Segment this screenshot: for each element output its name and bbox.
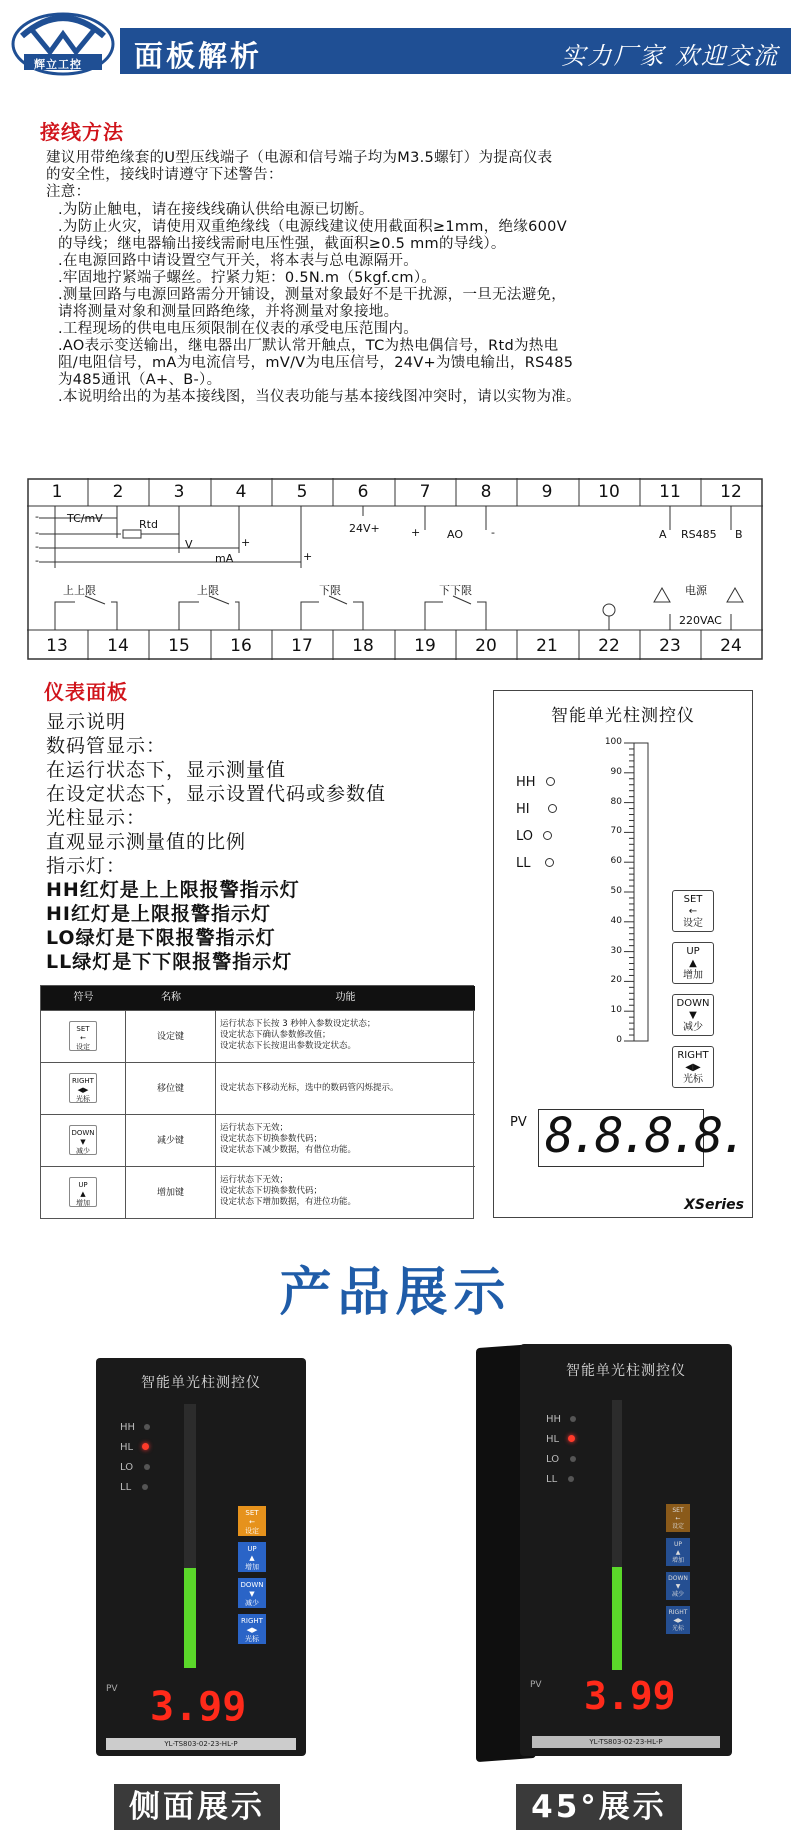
header-slogan: 实力厂家 欢迎交流 <box>561 42 779 70</box>
terminal-11: 11 <box>659 482 681 502</box>
label-power: 电源 <box>685 584 707 597</box>
scale-label: 40 <box>610 915 622 926</box>
note-item: .为防止触电，请在接线线确认供给电源已切断。 <box>58 202 374 218</box>
panel-line: 指示灯： <box>46 855 127 877</box>
device-leds <box>120 1418 150 1498</box>
device-led-hh: HH <box>120 1418 150 1438</box>
device-angled-display: 3.99 <box>584 1674 676 1718</box>
label-rtd: Rtd <box>139 518 158 531</box>
pv-label: PV <box>510 1115 527 1130</box>
device-angled-set-key[interactable]: SET ← 设定 <box>666 1504 690 1532</box>
terminal-15: 15 <box>168 636 190 656</box>
label-ao-minus: - <box>491 526 495 539</box>
key-name: 设定键 <box>126 1011 216 1063</box>
device-bar <box>184 1404 196 1668</box>
device-angled-model: YL-TS803-02-23-HL-P <box>532 1736 720 1748</box>
scale-label: 60 <box>610 856 622 867</box>
device-angled-led-hh: HH <box>546 1410 576 1430</box>
device-angled-bar <box>612 1400 622 1670</box>
device-angled-led-ll: LL <box>546 1470 576 1490</box>
scale-label: 70 <box>610 826 622 837</box>
label-lo: 下限 <box>319 584 341 597</box>
panel-line: 显示说明 <box>46 711 127 733</box>
led-ll: LL <box>516 850 557 877</box>
device-angled-down-key[interactable]: DOWN ▼ 减少 <box>666 1572 690 1600</box>
logo-text: 辉立工控 <box>34 58 82 71</box>
face-up-key[interactable]: UP ▲ 增加 <box>672 942 714 984</box>
label-v: V <box>185 538 193 551</box>
caption-side-view: 侧面展示 <box>114 1784 280 1830</box>
device-down-key[interactable]: DOWN ▼ 减少 <box>238 1578 266 1608</box>
key-desc: 运行状态下长按 3 秒钟入参数设定状态； 设定状态下确认参数修改值； 设定状态下长按退出参数设定状态。 <box>220 1019 376 1051</box>
label-tcmv: TC/mV <box>67 512 103 525</box>
terminal-5: 5 <box>296 482 308 502</box>
face-title: 智能单光柱测控仪 <box>551 706 695 726</box>
terminal-4: 4 <box>235 482 247 502</box>
table-row <box>41 1166 475 1218</box>
instrument-face-diagram <box>493 690 753 1218</box>
face-right-key[interactable]: RIGHT ◀▶ 光标 <box>672 1046 714 1088</box>
label-ma: mA <box>215 552 234 565</box>
product-heading: 产品展示 <box>279 1263 512 1323</box>
note-item: 为485通讯（A+、B-）。 <box>58 372 222 388</box>
col-header-function: 功能 <box>216 986 475 1010</box>
device-led-lo: LO <box>120 1458 150 1478</box>
key-desc: 运行状态下无效； 设定状态下切换参数代码； 设定状态下减少数据，有借位功能。 <box>220 1123 357 1155</box>
terminal-18: 18 <box>352 636 374 656</box>
device-led-hl: HL <box>120 1438 150 1458</box>
terminal-9: 9 <box>541 482 553 502</box>
terminal-10: 10 <box>598 482 620 502</box>
scale-label: 90 <box>610 766 622 777</box>
col-header-name: 名称 <box>126 986 216 1010</box>
wiring-notes <box>58 202 581 406</box>
terminal-23: 23 <box>659 636 681 656</box>
note-item: 的导线；继电器输出接线需耐电压性强，截面积≥0.5 mm的导线）。 <box>58 236 506 252</box>
panel-line: LO绿灯是下限报警指示灯 <box>46 927 276 949</box>
table-row <box>41 1114 475 1166</box>
label-hi: 上限 <box>197 584 219 597</box>
note-item: 阻/电阻信号，mA为电流信号，mV/V为电压信号，24V+为馈电输出，RS485 <box>58 355 574 371</box>
device-angled-led-hl: HL <box>546 1430 576 1450</box>
panel-line: 直观显示测量值的比例 <box>46 831 247 853</box>
label-rs485: RS485 <box>681 528 717 541</box>
note-item: 请将测量对象和测量回路绝缘，并将测量对象接地。 <box>58 304 399 320</box>
intro-line: 建议用带绝缘套的U型压线端子（电源和信号端子均为M3.5螺钉）为提高仪表 <box>46 150 553 166</box>
panel-line: LL绿灯是下下限报警指示灯 <box>46 951 293 973</box>
scale-label: 50 <box>610 886 622 896</box>
up-key-icon: UP ▲ 增加 <box>69 1177 97 1207</box>
device-right-key[interactable]: RIGHT ◀▶ 光标 <box>238 1614 266 1644</box>
label-hh: 上上限 <box>63 584 96 597</box>
terminal-16: 16 <box>230 636 252 656</box>
device-angled-leds <box>546 1410 576 1490</box>
note-item: .在电源回路中请设置空气开关，将本表与总电源隔开。 <box>58 253 419 269</box>
wiring-heading: 接线方法 <box>40 120 124 144</box>
label-ll: 下下限 <box>439 584 472 597</box>
device-led-ll: LL <box>120 1478 150 1498</box>
terminal-diagram <box>27 478 763 660</box>
device-title: 智能单光柱测控仪 <box>141 1375 261 1391</box>
terminal-3: 3 <box>173 482 185 502</box>
scale-label: 100 <box>604 737 622 747</box>
key-desc: 设定状态下移动光标，选中的数码管闪烁提示。 <box>220 1083 399 1093</box>
terminal-19: 19 <box>414 636 436 656</box>
device-pv-label: PV <box>106 1684 118 1694</box>
label-minus-2: - <box>35 526 39 539</box>
device-angled-pv-label: PV <box>530 1680 542 1690</box>
panel-line: 光柱显示： <box>46 807 147 829</box>
terminal-24: 24 <box>720 636 742 656</box>
device-model: YL-TS803-02-23-HL-P <box>106 1738 296 1750</box>
note-item: .本说明给出的为基本接线图，当仪表功能与基本接线图冲突时，请以实物为准。 <box>58 389 581 405</box>
label-minus-4: - <box>35 554 39 567</box>
panel-line: 数码管显示： <box>46 735 167 757</box>
note-item: .工程现场的供电电压须限制在仪表的承受电压范围内。 <box>58 321 419 337</box>
terminal-14: 14 <box>107 636 129 656</box>
scale-labels <box>572 739 622 1049</box>
terminal-8: 8 <box>480 482 492 502</box>
scale-label: 80 <box>610 796 622 807</box>
label-220vac: 220VAC <box>679 614 722 627</box>
key-name: 移位键 <box>126 1063 216 1115</box>
device-up-key[interactable]: UP ▲ 增加 <box>238 1542 266 1572</box>
scale-label: 30 <box>610 945 622 956</box>
terminal-13: 13 <box>46 636 68 656</box>
device-angled-led-lo: LO <box>546 1450 576 1470</box>
device-set-key[interactable]: SET ← 设定 <box>238 1506 266 1536</box>
led-hh: HH <box>516 769 557 796</box>
label-b: B <box>735 528 743 541</box>
device-angled-photo <box>520 1344 732 1756</box>
label-ao: AO <box>447 528 463 541</box>
terminal-21: 21 <box>536 636 558 656</box>
label-minus-1: - <box>35 510 39 523</box>
header-title: 面板解析 <box>134 39 263 73</box>
face-leds <box>516 769 557 877</box>
key-function-table <box>40 985 474 1219</box>
label-a: A <box>659 528 667 541</box>
device-front-photo <box>96 1358 306 1756</box>
panel-line: 在运行状态下，显示测量值 <box>46 759 287 781</box>
face-set-key[interactable]: SET ← 设定 <box>672 890 714 932</box>
panel-heading: 仪表面板 <box>44 680 128 704</box>
intro-line: 的安全性，接线时请遵守下述警告： <box>46 167 283 183</box>
note-item: .牢固地拧紧端子螺丝。拧紧力矩：0.5N.m（5kgf.cm）。 <box>58 270 437 286</box>
led-hi: HI <box>516 796 557 823</box>
device-angled-right-key[interactable]: RIGHT ◀▶ 光标 <box>666 1606 690 1634</box>
terminal-2: 2 <box>112 482 124 502</box>
note-item: .为防止火灾，请使用双重绝缘线（电源线建议使用截面积≥1mm，绝缘600V <box>58 219 567 235</box>
terminal-22: 22 <box>598 636 620 656</box>
col-header-symbol: 符号 <box>41 986 126 1010</box>
terminal-1: 1 <box>51 482 63 502</box>
face-display-digits: 8.8.8.8. <box>545 1108 745 1164</box>
key-name: 增加键 <box>126 1167 216 1219</box>
panel-line: 在设定状态下，显示设置代码或参数值 <box>46 783 387 805</box>
label-minus-3: - <box>35 540 39 553</box>
scale-label: 10 <box>610 1005 622 1016</box>
panel-description <box>46 710 386 974</box>
key-name: 减少键 <box>126 1115 216 1167</box>
wiring-intro <box>46 150 552 201</box>
device-display: 3.99 <box>150 1684 247 1730</box>
label-24v: 24V+ <box>349 522 380 535</box>
panel-line: HH红灯是上上限报警指示灯 <box>46 879 300 901</box>
set-key-icon: SET ← 设定 <box>69 1021 97 1051</box>
page-header <box>0 0 791 80</box>
key-desc: 运行状态下无效； 设定状态下切换参数代码； 设定状态下增加数据，有进位功能。 <box>220 1175 357 1207</box>
led-lo: LO <box>516 823 557 850</box>
label-plus-v: + <box>241 536 251 549</box>
label-ao-plus: + <box>411 526 421 539</box>
company-logo <box>10 6 116 76</box>
scale-label: 20 <box>610 975 622 986</box>
right-key-icon: RIGHT ◀▶ 光标 <box>69 1073 97 1103</box>
terminal-7: 7 <box>419 482 431 502</box>
face-down-key[interactable]: DOWN ▼ 减少 <box>672 994 714 1036</box>
caption-angle-view: 45°展示 <box>516 1784 682 1830</box>
table-row <box>41 1010 475 1062</box>
intro-line: 注意： <box>46 184 91 200</box>
face-display <box>538 1108 745 1167</box>
device-angled-up-key[interactable]: UP ▲ 增加 <box>666 1538 690 1566</box>
device-angled-title: 智能单光柱测控仪 <box>566 1363 686 1379</box>
scale-label: 0 <box>616 1035 622 1045</box>
terminal-6: 6 <box>357 482 369 502</box>
down-key-icon: DOWN ▼ 减少 <box>69 1125 97 1155</box>
terminal-17: 17 <box>291 636 313 656</box>
label-plus-ma: + <box>303 550 313 563</box>
terminal-12: 12 <box>720 482 742 502</box>
terminal-20: 20 <box>475 636 497 656</box>
series-logo: XSeries <box>684 1197 744 1213</box>
note-item: .测量回路与电源回路需分开铺设，测量对象最好不是干扰源，一旦无法避免， <box>58 287 567 303</box>
note-item: .AO表示变送输出，继电器出厂默认常开触点，TC为热电偶信号，Rtd为热电 <box>58 338 559 354</box>
table-row <box>41 1062 475 1114</box>
panel-line: HI红灯是上限报警指示灯 <box>46 903 271 925</box>
